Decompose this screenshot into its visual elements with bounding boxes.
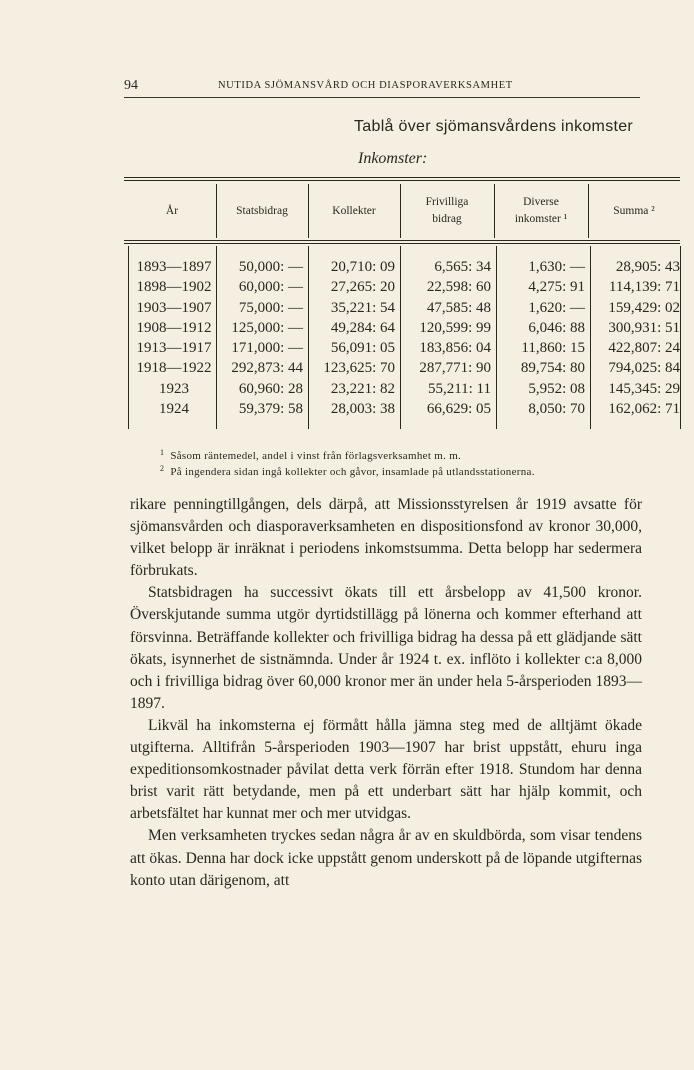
cell-frivilliga: 47,585: 48 (426, 299, 491, 316)
cell-statsbidrag: 75,000: — (238, 299, 303, 316)
cell-summa: 159,429: 02 (608, 299, 680, 316)
cell-frivilliga: 66,629: 05 (426, 401, 491, 418)
footnote-text: Såsom räntemedel, andel i vinst från förlagsverksamhet m. m. (170, 450, 462, 462)
paragraph: Men verksamheten tryckes sedan några år av en skuldbörda, som visar tendens att ökas. Denna har dock icke uppstått genom underskott på de löpande utgifternas konto utan därigenom, att (130, 827, 642, 889)
column-header-kollekter: Kollekter (332, 205, 376, 217)
cell-summa: 114,139: 71 (608, 279, 680, 296)
cell-diverse: 5,952: 08 (528, 380, 585, 397)
cell-statsbidrag: 125,000: — (231, 319, 303, 336)
column-header-statsbidrag: Statsbidrag (236, 205, 288, 217)
table-title: Tablå över sjömansvårdens inkomster (354, 118, 634, 135)
cell-summa: 300,931: 51 (608, 319, 680, 336)
cell-year: 1908—1912 (136, 319, 212, 336)
cell-frivilliga: 6,565: 34 (434, 259, 491, 275)
cell-statsbidrag: 59,379: 58 (238, 401, 303, 418)
cell-kollekter: 28,003: 38 (330, 401, 395, 418)
cell-statsbidrag: 50,000: — (238, 259, 303, 275)
cell-year: 1924 (159, 401, 189, 418)
cell-diverse: 1,630: — (528, 259, 585, 275)
cell-diverse: 6,046: 88 (528, 319, 585, 336)
cell-summa: 145,345: 29 (608, 380, 680, 397)
cell-year: 1893—1897 (136, 259, 212, 275)
table-row (124, 399, 684, 419)
cell-kollekter: 35,221: 54 (330, 299, 395, 316)
column-header-frivilliga-bidrag: Frivilliga bidrag (425, 196, 469, 225)
column-header-summa: Summa ² (613, 205, 655, 217)
cell-statsbidrag: 292,873: 44 (231, 360, 303, 377)
column-header-diverse-inkomster: Diverse inkomster ¹ (514, 196, 568, 225)
cell-kollekter: 20,710: 09 (330, 259, 395, 275)
paragraph: Statsbidragen ha successivt ökats till ett årsbelopp av 41,500 kronor. Överskjutande summa utgör dyrtidstillägg på lönerna och kommer efterhand att försvinna. Beträffande kollekter och frivilliga bidrag ha dessa på ett glädjande sätt ökats, isynnerhet de sistnämnda. Under år 1924 t. ex. inflöto i kollekter c:a 8,000 och i frivilliga bidrag över 60,000 kronor mer än under hela 5-årsperioden 1893—1897. (130, 584, 642, 712)
cell-kollekter: 23,221: 82 (330, 380, 395, 397)
paragraph: rikare penningtillgången, dels därpå, att Missionsstyrelsen år 1919 avsatte för sjömansvården och diasporaverksamheten en dispositionsfond av kronor 30,000, vilket belopp är inräknat i periodens inkomstsumma. Detta belopp har sedermera förbrukats. (130, 496, 642, 580)
footnote-mark: 1 (160, 448, 165, 457)
header-rule (124, 97, 640, 98)
table-row (124, 338, 684, 358)
cell-year: 1918—1922 (136, 360, 212, 377)
cell-kollekter: 56,091: 05 (330, 340, 395, 357)
table-top-rule (124, 177, 680, 178)
cell-kollekter: 123,625: 70 (323, 360, 395, 377)
cell-frivilliga: 22,598: 60 (426, 279, 491, 296)
table-top-rule-2 (124, 180, 680, 181)
cell-year: 1903—1907 (136, 299, 212, 316)
cell-year: 1913—1917 (136, 340, 212, 357)
footnote (160, 464, 535, 478)
cell-kollekter: 27,265: 20 (330, 279, 395, 296)
cell-statsbidrag: 60,960: 28 (238, 380, 303, 397)
cell-frivilliga: 120,599: 99 (419, 319, 491, 336)
cell-summa: 794,025: 84 (608, 360, 680, 377)
paragraph: Likväl ha inkomsterna ej förmått hålla jämna steg med de alltjämt ökade utgifterna. Alltifrån 5-årsperioden 1903—1907 har brist uppstått, ehuru inga expeditionsomkostnader påvilat detta verk förrän efter 1918. Stundom har denna brist varit rätt betydande, men på ett underbart sätt har hjälp kommit, och arbetsfältet har kunnat mer och mer utvidgas. (130, 716, 642, 823)
cell-year: 1923 (159, 380, 189, 397)
table-row (124, 257, 684, 277)
cell-summa: 28,905: 43 (615, 259, 680, 275)
cell-year: 1898—1902 (136, 279, 212, 296)
footnote (160, 448, 461, 462)
table-row (124, 318, 684, 338)
table-row (124, 277, 684, 297)
cell-diverse: 4,275: 91 (528, 279, 585, 296)
cell-statsbidrag: 60,000: — (238, 279, 303, 296)
cell-summa: 162,062: 71 (608, 401, 680, 418)
cell-statsbidrag: 171,000: — (231, 340, 303, 357)
table-row (124, 358, 684, 378)
table-head-rule-2 (124, 243, 680, 244)
footnote-mark: 2 (160, 464, 165, 473)
cell-diverse: 1,620: — (528, 299, 585, 316)
table-body (124, 257, 684, 419)
column-header-year: År (165, 205, 179, 217)
cell-frivilliga: 55,211: 11 (427, 380, 491, 397)
cell-diverse: 89,754: 80 (520, 360, 585, 377)
table-row (124, 379, 684, 399)
cell-summa: 422,807: 24 (608, 340, 680, 357)
cell-diverse: 11,860: 15 (521, 340, 585, 357)
body-text (130, 494, 642, 892)
running-title: NUTIDA SJÖMANSVÅRD OCH DIASPORAVERKSAMHET (218, 80, 513, 91)
cell-frivilliga: 287,771: 90 (419, 360, 491, 377)
cell-frivilliga: 183,856: 04 (419, 340, 491, 357)
table-subtitle: Inkomster: (358, 150, 428, 167)
table-row (124, 298, 684, 318)
table-head-rule (124, 240, 680, 241)
cell-diverse: 8,050: 70 (528, 401, 585, 418)
footnote-text: På ingendera sidan ingå kollekter och gåvor, insamlade på utlandsstationerna. (170, 466, 535, 478)
page-number: 94 (124, 78, 138, 93)
cell-kollekter: 49,284: 64 (330, 319, 395, 336)
running-header (124, 76, 640, 98)
